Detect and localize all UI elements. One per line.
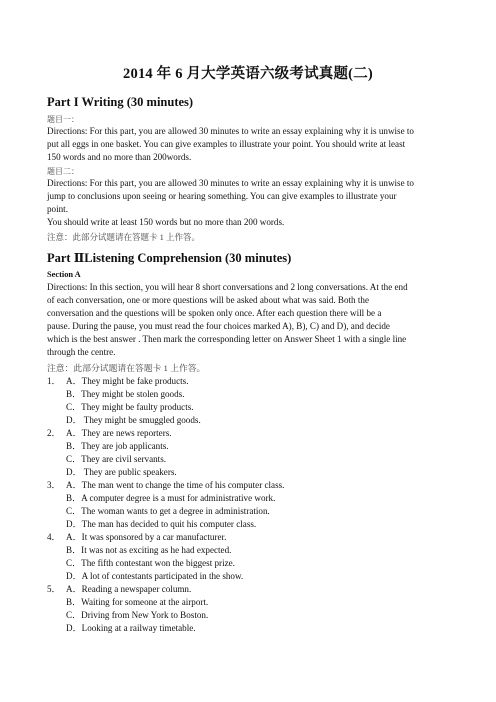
answer-option: D．A lot of contestants participated in the show. — [66, 571, 244, 581]
answer-option: D．Looking at a railway timetable. — [66, 623, 196, 633]
answer-option: A．They are news reporters. — [66, 428, 172, 438]
question-number: 1． — [47, 376, 61, 386]
directions-line: pause. During the pause, you must read the four choices marked A), B), C) and D), and decide — [47, 321, 390, 331]
answer-option: C．They might be faulty products. — [66, 402, 194, 412]
answer-option: B．They are job applicants. — [66, 441, 169, 451]
topic2-line: Directions: For this part, you are allowed 30 minutes to write an essay explaining why it is unwise to — [47, 178, 414, 188]
topic1-line: put all eggs in one basket. You can give examples to illustrate your point. You should write at least — [47, 139, 406, 149]
answer-option: B．A computer degree is a must for administrative work. — [66, 493, 276, 503]
part2-heading: Part ⅡListening Comprehension (30 minutes) — [47, 251, 292, 265]
answer-option: D． They are public speakers. — [66, 467, 177, 477]
directions-line: through the centre. — [47, 347, 116, 357]
part2-note: 注意：此部分试题请在答题卡 1 上作答。 — [47, 363, 206, 373]
answer-option: B．Waiting for someone at the airport. — [66, 597, 209, 607]
answer-option: A．The man went to change the time of his computer class. — [66, 480, 285, 490]
directions-line: conversation and the questions will be spoken only once. After each question there will be a — [47, 308, 382, 318]
document-title: 2014 年 6 月大学英语六级考试真题(二) — [123, 66, 373, 82]
answer-option: D． They might be smuggled goods. — [66, 415, 201, 425]
topic1-line: Directions: For this part, you are allowed 30 minutes to write an essay explaining why it is unwise to — [47, 126, 414, 136]
directions-line: which is the best answer . Then mark the corresponding letter on Answer Sheet 1 with a single line — [47, 334, 407, 344]
directions-line: of each conversation, one or more questions will be asked about what was said. Both the — [47, 295, 369, 305]
answer-option: C．Driving from New York to Boston. — [66, 610, 209, 620]
question-number: 5． — [47, 584, 61, 594]
answer-option: C．They are civil servants. — [66, 454, 167, 464]
topic2-line: jump to conclusions upon seeing or hearing something. You can give examples to illustrate your — [47, 191, 397, 201]
answer-option: A．Reading a newspaper column. — [66, 584, 192, 594]
topic1-label: 题目一： — [47, 115, 79, 124]
part1-note: 注意：此部分试题请在答题卡 1 上作答。 — [47, 232, 201, 242]
topic2-line: You should write at least 150 words but no more than 200 words. — [47, 217, 285, 227]
topic2-line: point. — [47, 204, 68, 214]
answer-option: C．The woman wants to get a degree in administration. — [66, 506, 270, 516]
answer-option: A．They might be fake products. — [66, 376, 189, 386]
answer-option: D．The man has decided to quit his computer class. — [66, 519, 257, 529]
directions-line: Directions: In this section, you will hear 8 short conversations and 2 long conversations. At the end — [47, 282, 408, 292]
question-number: 2． — [47, 428, 61, 438]
question-number: 3． — [47, 480, 61, 490]
answer-option: C．The fifth contestant won the biggest prize. — [66, 558, 235, 568]
answer-option: A．It was sponsored by a car manufacturer. — [66, 532, 227, 542]
question-number: 4． — [47, 532, 61, 542]
section-a-label: Section A — [47, 270, 81, 279]
answer-option: B．They might be stolen goods. — [66, 389, 185, 399]
topic2-label: 题目二： — [47, 167, 79, 176]
topic1-line: 150 words and no more than 200words. — [47, 152, 192, 162]
answer-option: B．It was not as exciting as he had expected. — [66, 545, 232, 555]
part1-heading: Part I Writing (30 minutes) — [47, 95, 194, 109]
